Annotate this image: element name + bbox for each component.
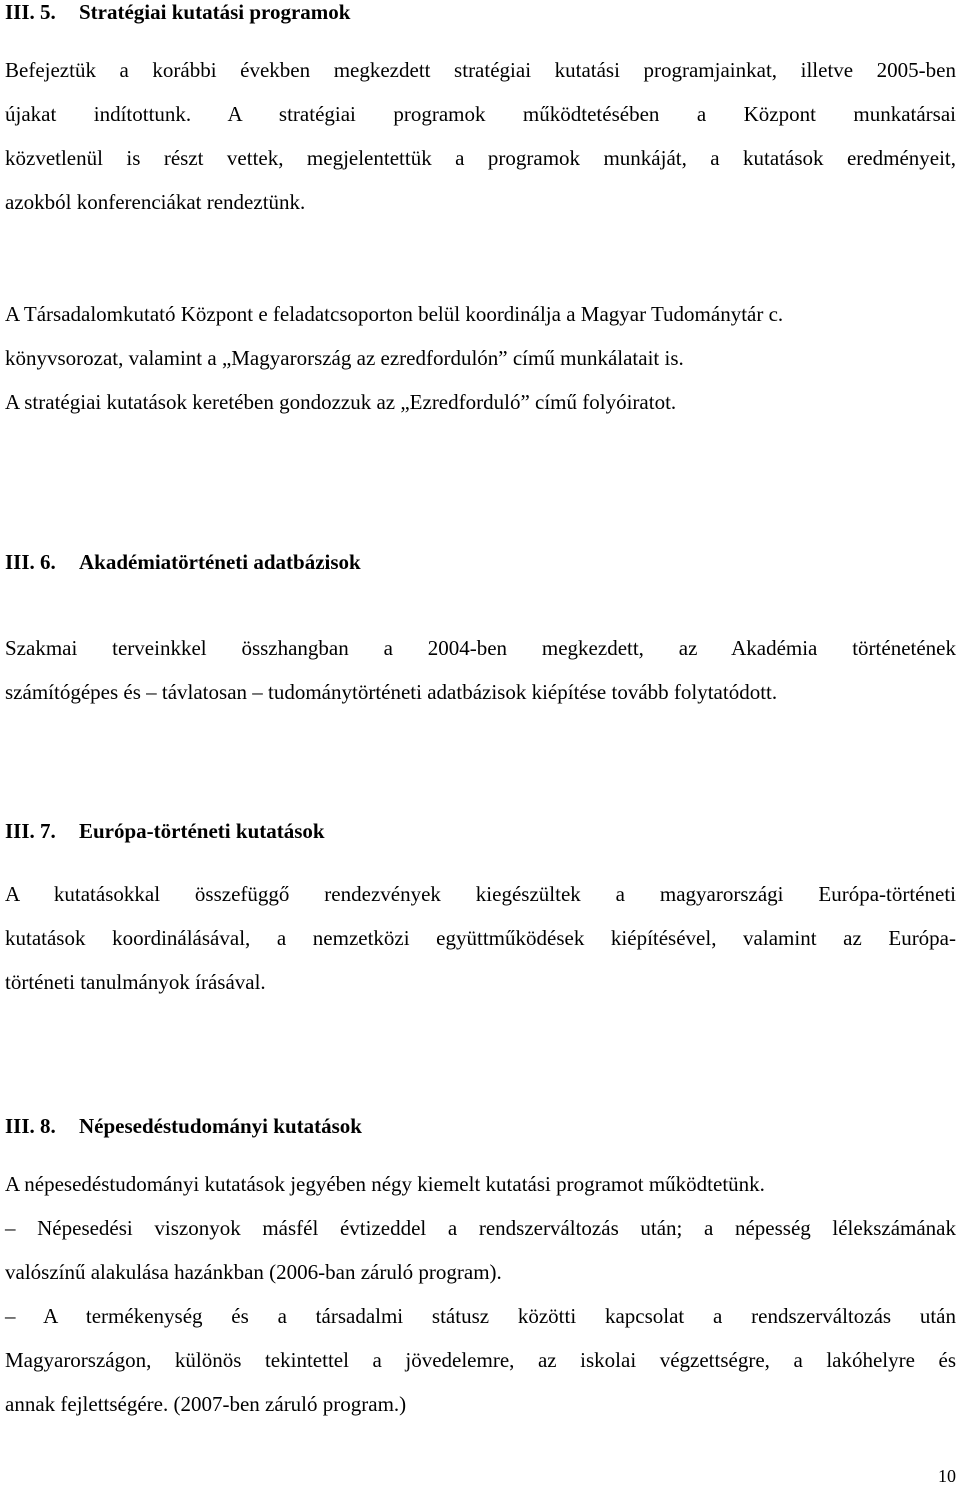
text-line: kutatások koordinálásával, a nemzetközi együttműködések kiépítésével, valamint az Európa- [5, 926, 956, 950]
section-number: III. 5. [5, 0, 56, 24]
text-line: újakat indítottunk. A stratégiai programok működtetésében a Központ munkatársai [5, 102, 956, 126]
paragraph [5, 872, 956, 1004]
text-line: A stratégiai kutatások keretében gondozzuk az „Ezredforduló” című folyóiratot. [5, 390, 677, 414]
section-heading [5, 1114, 956, 1138]
section-heading [5, 0, 956, 24]
paragraph [5, 1162, 956, 1426]
page-number: 10 [938, 1466, 956, 1486]
text-line: közvetlenül is részt vettek, megjelentettük a programok munkáját, a kutatások eredményeit, [5, 146, 956, 170]
paragraph [5, 292, 956, 424]
section-title: Európa-történeti kutatások [79, 819, 325, 843]
text-line: Befejeztük a korábbi években megkezdett stratégiai kutatási programjainkat, illetve 2005-ben [5, 58, 956, 82]
section-number: III. 7. [5, 819, 56, 843]
list-item-line: – A termékenység és a társadalmi státusz közötti kapcsolat a rendszerváltozás után [5, 1304, 956, 1328]
section-heading [5, 550, 956, 574]
text-line: A Társadalomkutató Központ e feladatcsoporton belül koordinálja a Magyar Tudománytár c. [5, 302, 784, 326]
text-line: A népesedéstudományi kutatások jegyében négy kiemelt kutatási programot működtetünk. [5, 1172, 765, 1196]
text-line: könyvsorozat, valamint a „Magyarország az ezredfordulón” című munkálatait is. [5, 346, 684, 370]
list-item-line: Magyarországon, különös tekintettel a jövedelemre, az iskolai végzettségre, a lakóhelyre és [5, 1348, 956, 1372]
list-item-line: annak fejlettségére. (2007-ben záruló program.) [5, 1392, 407, 1416]
section-title: Akadémiatörténeti adatbázisok [79, 550, 361, 574]
list-item-line: valószínű alakulása hazánkban (2006-ban záruló program). [5, 1260, 502, 1284]
list-item-line: – Népesedési viszonyok másfél évtizeddel a rendszerváltozás után; a népesség lélekszámának [5, 1216, 956, 1240]
text-line: történeti tanulmányok írásával. [5, 970, 266, 994]
section-heading [5, 819, 956, 843]
section-number: III. 8. [5, 1114, 56, 1138]
section-number: III. 6. [5, 550, 56, 574]
paragraph [5, 626, 956, 714]
text-line: A kutatásokkal összefüggő rendezvények kiegészültek a magyarországi Európa-történeti [5, 882, 956, 906]
text-line: számítógépes és – távlatosan – tudománytörténeti adatbázisok kiépítése tovább folytatódott. [5, 680, 778, 704]
text-line: Szakmai terveinkkel összhangban a 2004-ben megkezdett, az Akadémia történetének [5, 636, 956, 660]
paragraph [5, 48, 956, 224]
section-title: Stratégiai kutatási programok [79, 0, 351, 24]
section-title: Népesedéstudományi kutatások [79, 1114, 362, 1138]
text-line: azokból konferenciákat rendeztünk. [5, 190, 306, 214]
